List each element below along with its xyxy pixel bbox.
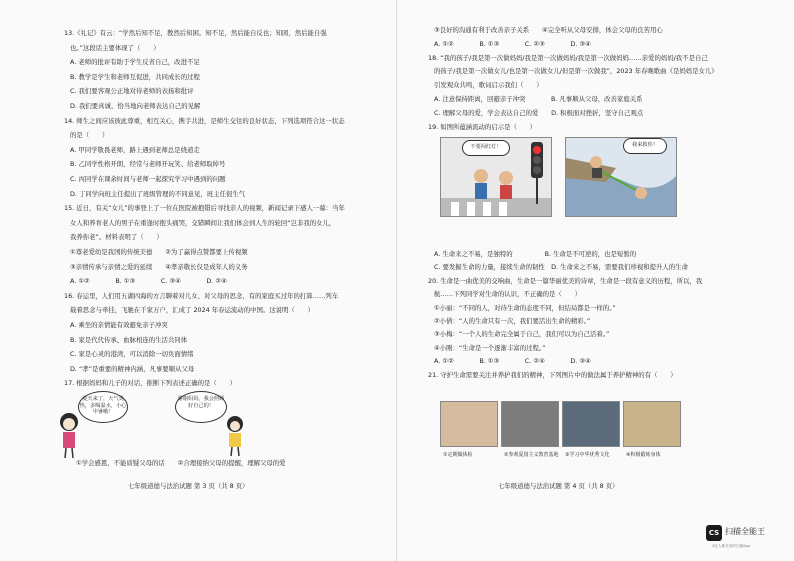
photo-caption-1: ①定期做体检 xyxy=(443,452,473,458)
photo-1 xyxy=(440,401,498,447)
text-line: ③小梅：“一个人的生命完全属于自己，我们可以为自己活着。” xyxy=(434,330,610,339)
camscanner-logo-icon: CS xyxy=(706,525,722,541)
text-line: ①小丽：“不同的人，对待生命的态度不同，但结局都是一样的。” xyxy=(434,303,616,312)
right-footer: 七年级道德与法治试题 第 4 页（共 8 页） xyxy=(498,482,619,490)
text-line: C. 要发掘生命的力量，接续生命的韧性 D. 生命来之不易，需要我们珍视和提升人的生命 xyxy=(434,263,688,272)
photo-2 xyxy=(501,401,559,447)
text-line: 21. 守护生命需要关注并养护我们的精神，下列图片中的做法属于养护精神的有（ ） xyxy=(428,370,677,379)
child-figure xyxy=(54,410,84,460)
text-line: 20. 生命是一曲优美的交响曲，生命是一篇华丽优美的诗章，生命是一段有意义的历程，所以，我 xyxy=(428,276,703,285)
text-line: ③良好的沟通有利于改善亲子关系 ④完全听从父母安排，体会父母的良苦用心 xyxy=(434,26,663,34)
text-line: 13.《礼记》有云：“学然后知不足，教然后知困。知不足，然后能自反也；知困，然后能自强 xyxy=(64,29,327,37)
text-line: ②小倩：“人的生命只有一次，我们要活出生命的精彩。” xyxy=(434,317,591,325)
text-line: D. 丁同学向班主任提出了班级管理的不同意见，班主任很生气 xyxy=(70,189,246,198)
text-line: 16. 春运里，人们用五湖四海的方言聊着对儿女、对父母的思念，有的家庭买过年的打算……列车 xyxy=(64,291,339,300)
comic-right-bubble: 我来救你！ xyxy=(623,138,667,154)
text-line: 的孩子/我是第一次做女儿/也是第一次做女儿/但是第一次做我”，2023 年春晚歌曲《是妈妈是女儿》 xyxy=(434,67,718,76)
text-line: B. 乙同学性格开朗，经常与老师开玩笑、给老师取绰号 xyxy=(70,160,226,169)
text-line: ④小刚：“生命是一个逐渐丰富的过程。” xyxy=(434,343,546,352)
text-line: C. 丙同学在课余时间与老师一起探究学习中遇到的问题 xyxy=(70,175,226,183)
text-line: C. 理解父母的爱，学会表达自己的爱 D. 积极面对挫折，坚守自己观点 xyxy=(434,108,644,117)
text-line: A. 注意保持距离，回避亲子冲突 B. 凡事顺从父母，改善家庭关系 xyxy=(434,95,643,103)
text-line: 引发观众共鸣，歌词启示我们（ ） xyxy=(434,81,543,90)
text-line: 18. “我的孩子/我是第一次做妈妈/我是第一次做妈妈/我是第一次做妈妈……亲爱的妈妈/我不是自己 xyxy=(428,53,708,62)
text-line: D. 我们要真诚、恰当地向老师表达自己的见解 xyxy=(70,102,201,110)
text-line: 也。”这段话主要体现了（ ） xyxy=(70,43,160,52)
text-line: A. 生命来之不易，是独特的 B. 生命是不可逆的，也是短暂的 xyxy=(434,250,637,258)
text-line: C. 家是心灵的港湾，可以消除一切负面情绪 xyxy=(70,350,194,359)
page-fold xyxy=(396,0,397,561)
left-footer: 七年级道德与法治试题 第 3 页（共 8 页） xyxy=(128,482,249,490)
text-line: B. 家是代代传承、血脉相连的生活共同体 xyxy=(70,335,188,344)
text-line: 我养你老”。材料表明了（ ） xyxy=(70,233,163,242)
speech-bubble-kid: 夏天来了，天气炎热，多喝温水，小心中暑哦！ xyxy=(78,391,128,423)
text-line: 15. 近日，有关“女儿”的事登上了一位在医院被抱错后寻找亲人的视频，新闻记录下感人一幕：当年 xyxy=(64,204,345,213)
photo-caption-3: ③学习中华优秀文化 xyxy=(565,452,610,458)
text-line: 14. 师生之间应该彼此尊重，相互关心，携手共进，是师生交往的良好状态，下列选项符合这一状态 xyxy=(64,116,345,125)
photo-4 xyxy=(623,401,681,447)
text-line: 女人和养育老人的男子在重逢时抱头痛哭，交错瞬间让我们体会到人生的轮回“岂非我的女儿， xyxy=(70,218,336,227)
text-line: ①尊老爱幼是我国的传统美德 ②为了赢得点赞都要上传视频 xyxy=(70,248,248,256)
text-line: A. 甲同学敬畏老师，路上遇到老师总是绕道走 xyxy=(70,145,200,154)
camscanner-name: 扫描全能王 xyxy=(725,527,765,536)
q17-options: ①学会感恩，不能质疑父母的话 ②合理接纳父母的提醒，理解父母的爱 xyxy=(76,459,286,467)
text-line: A. ①② B. ①③ C. ②④ D. ③④ xyxy=(434,357,591,366)
photo-caption-4: ④积极锻炼身体 xyxy=(626,452,661,458)
text-line: ③亲情传承与亲情之爱的延续 ④孝亲敬长仅是成年人的义务 xyxy=(70,262,248,271)
photo-caption-2: ②参观爱国主义教育基地 xyxy=(504,452,559,458)
text-line: 载着思念与牵挂，飞驰在千家万户，汇成了 2024 年春运流动的中国。这说明（ ） xyxy=(70,306,314,315)
text-line: B. 教学是学生和老师互促进，共同成长的过程 xyxy=(70,72,200,81)
mother-figure xyxy=(222,414,248,458)
text-line: 17. 根据妈妈和儿子的对话，推断下列表述正确的是（ ） xyxy=(64,379,236,388)
photo-3 xyxy=(562,401,620,447)
text-line: A. 乘坐的亲情能有效避免亲子冲突 xyxy=(70,321,168,329)
text-line: A. ①② B. ①③ C. ②③ D. ③④ xyxy=(434,39,591,48)
text-line: 的是（ ） xyxy=(70,131,109,140)
text-line: 航……下列同学对生命的认识，不正确的是（ ） xyxy=(434,290,581,299)
text-line: A. 老师的批评有助于学生反省自己，改进不足 xyxy=(70,58,200,67)
text-line: A. ①② B. ①③ C. ③④ D. ②④ xyxy=(70,277,227,286)
text-line: 19. 如图所蕴涵流动的启示是（ ） xyxy=(428,122,537,131)
text-line: C. 我们要客观公正地对待老师的表扬和批评 xyxy=(70,87,194,96)
speech-bubble-mom: 谢谢妈妈，我会照顾好自己的！ xyxy=(175,391,227,423)
camscanner-tagline: 3亿人都在用的扫描App xyxy=(712,544,751,548)
comic-left-bubble: 不要闯红灯！ xyxy=(462,140,510,156)
text-line: D. “孝”是重要的精神内涵，凡事要顺从父母 xyxy=(70,364,195,373)
